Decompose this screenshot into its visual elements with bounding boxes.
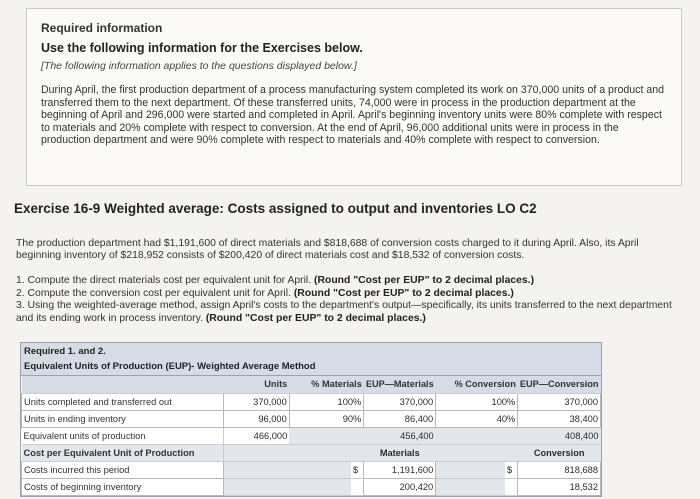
question-list xyxy=(16,275,691,325)
question-3: 3. Using the weighted-average method, assign April's costs to the department's output—specifically, its units transferred to the next department and its ending work in process inventory. (Round "Cost per EUP" to 2 decimal places.) xyxy=(16,300,672,324)
empty-cell xyxy=(351,478,364,495)
col-pct-materials: % Materials xyxy=(289,376,364,393)
cost-section-row xyxy=(22,444,601,461)
empty-cell xyxy=(436,427,518,444)
table-row xyxy=(22,478,601,495)
pct-conversion-input[interactable]: 40% xyxy=(436,410,518,427)
table-title: Equivalent Units of Production (EUP)- Weighted Average Method xyxy=(21,360,601,376)
eup-table xyxy=(20,342,602,497)
empty-cell xyxy=(436,461,505,478)
materials-subheader: Materials xyxy=(364,444,436,461)
cost-label-input[interactable]: Costs of beginning inventory xyxy=(22,478,224,495)
info-paragraph: During April, the first production department of a process manufacturing system completed its work on 370,000 units of a product and transferred them to the next department. Of these transferred units, 74,000 were in process in the production department at the beginning of April and 296,000 were started and completed in April. April's beginning inventory units were 80% complete with respect to materials and 20% complete with respect to conversion. At the end of April, 96,000 additional units were in process in the production department and were 90% complete with respect to materials and 40% complete with respect to conversion. xyxy=(41,84,665,147)
eup-conversion-input[interactable]: 370,000 xyxy=(518,393,601,410)
table-row-total xyxy=(22,427,601,444)
table-required-label: Required 1. and 2. xyxy=(21,343,601,360)
eup-conversion-input[interactable]: 38,400 xyxy=(518,410,601,427)
use-following-heading: Use the following information for the Exercises below. xyxy=(41,41,363,55)
empty-cell xyxy=(224,444,289,461)
empty-cell xyxy=(505,478,518,495)
materials-cost-input[interactable]: 1,191,600 xyxy=(364,461,436,478)
eup-materials-input[interactable]: 370,000 xyxy=(364,393,436,410)
eup-materials-input[interactable]: 86,400 xyxy=(364,410,436,427)
empty-cell xyxy=(224,478,289,495)
required-information-title: Required information xyxy=(41,21,163,35)
col-eup-materials: EUP—Materials xyxy=(364,376,436,393)
eup-conversion-total: 408,400 xyxy=(518,427,601,444)
pct-conversion-input[interactable]: 100% xyxy=(436,393,518,410)
exercise-title: Exercise 16-9 Weighted average: Costs assigned to output and inventories LO C2 xyxy=(14,201,537,216)
empty-cell xyxy=(289,427,364,444)
question-2: 2. Compute the conversion cost per equivalent unit for April. (Round "Cost per EUP" to 2 decimal places.) xyxy=(16,287,514,299)
required-information-box xyxy=(26,8,682,186)
col-units: Units xyxy=(224,376,289,393)
eup-materials-total: 456,400 xyxy=(364,427,436,444)
empty-cell xyxy=(436,478,505,495)
units-input[interactable]: 370,000 xyxy=(224,393,289,410)
units-input[interactable]: 96,000 xyxy=(224,410,289,427)
empty-cell xyxy=(224,461,289,478)
empty-cell xyxy=(436,444,518,461)
table-header-row xyxy=(22,376,601,393)
empty-cell xyxy=(289,444,364,461)
col-pct-conversion: % Conversion xyxy=(436,376,518,393)
units-total: 466,000 xyxy=(224,427,289,444)
empty-cell xyxy=(289,461,351,478)
row-label-input[interactable]: Units completed and transferred out xyxy=(22,393,224,410)
conversion-subheader: Conversion xyxy=(518,444,601,461)
cost-label-input[interactable]: Costs incurred this period xyxy=(22,461,224,478)
currency-sign: $ xyxy=(351,461,364,478)
conversion-cost-input[interactable]: 18,532 xyxy=(518,478,601,495)
cost-section-label: Cost per Equivalent Unit of Production xyxy=(22,444,224,461)
empty-cell xyxy=(289,478,351,495)
table-row xyxy=(22,393,601,410)
info-note: [The following information applies to the questions displayed below.] xyxy=(41,60,357,72)
row-label: Equivalent units of production xyxy=(22,427,224,444)
row-label-input[interactable]: Units in ending inventory xyxy=(22,410,224,427)
materials-cost-input[interactable]: 200,420 xyxy=(364,478,436,495)
col-eup-conversion: EUP—Conversion xyxy=(518,376,601,393)
conversion-cost-input[interactable]: 818,688 xyxy=(518,461,601,478)
table-row xyxy=(22,461,601,478)
currency-sign: $ xyxy=(505,461,518,478)
pct-materials-input[interactable]: 100% xyxy=(289,393,364,410)
question-1: 1. Compute the direct materials cost per equivalent unit for April. (Round "Cost per EUP" to 2 decimal places.) xyxy=(16,275,535,286)
pct-materials-input[interactable]: 90% xyxy=(289,410,364,427)
table-row xyxy=(22,410,601,427)
empty-header xyxy=(22,376,224,393)
exercise-paragraph: The production department had $1,191,600 of direct materials and $818,688 of conversion costs charged to it during April. Also, its April beginning inventory of $218,952 consists of $200,420 of direct materials cost and $18,532 of conversion costs. xyxy=(16,238,639,262)
